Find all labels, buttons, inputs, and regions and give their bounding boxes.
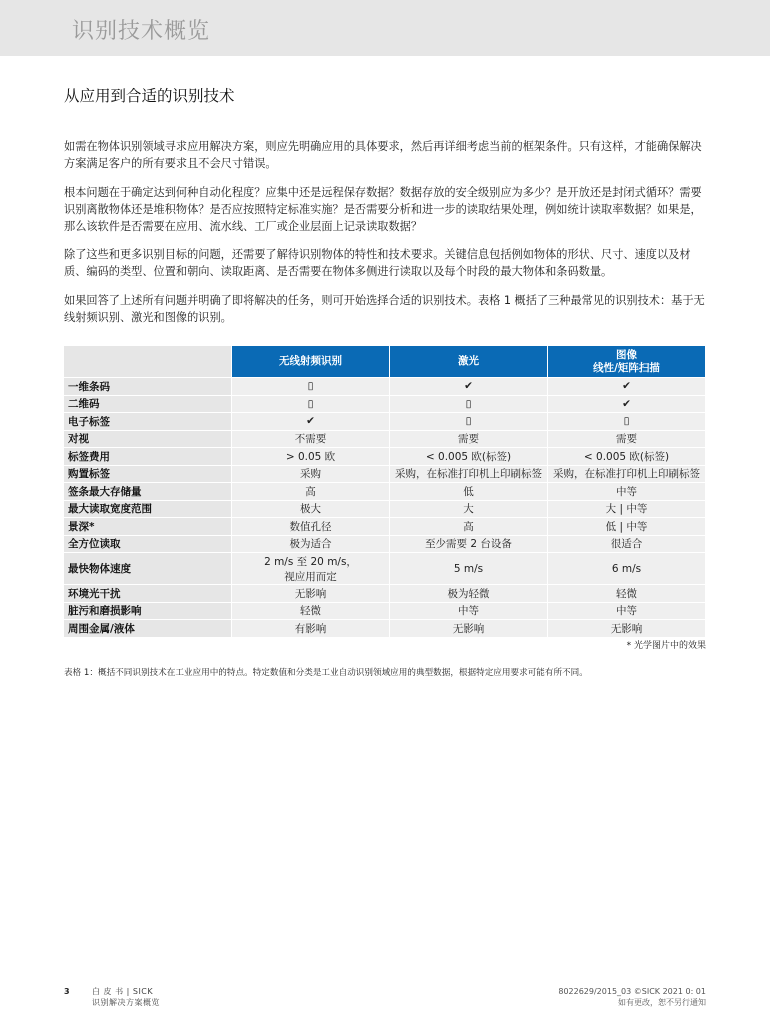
header-band xyxy=(0,0,770,56)
cell-image: 6 m/s xyxy=(548,553,706,585)
cell-image: ▯ xyxy=(548,413,706,431)
table-row xyxy=(64,518,706,536)
footer-doc-info xyxy=(92,986,160,1008)
row-label: 签条最大存储量 xyxy=(64,483,232,501)
header-image-line1: 图像 xyxy=(616,348,637,361)
cell-rfid: ✔ xyxy=(232,413,390,431)
row-label: 标签费用 xyxy=(64,448,232,466)
cell-rfid: 不需要 xyxy=(232,431,390,449)
footer-doc-line1: 白 皮 书 | SICK xyxy=(92,987,154,996)
cell-image: 需要 xyxy=(548,431,706,449)
cell-laser: ▯ xyxy=(390,413,548,431)
cell-rfid-line2: 视应用而定 xyxy=(284,570,337,583)
row-label: 景深* xyxy=(64,518,232,536)
cell-laser: 需要 xyxy=(390,431,548,449)
cell-laser: 5 m/s xyxy=(390,553,548,585)
table-row xyxy=(64,448,706,466)
cell-laser: 中等 xyxy=(390,603,548,621)
cell-rfid: 轻微 xyxy=(232,603,390,621)
row-label: 环境光干扰 xyxy=(64,585,232,603)
cell-image: 低 | 中等 xyxy=(548,518,706,536)
cell-rfid: 有影响 xyxy=(232,620,390,638)
footer-right-line1: 8022629/2015_03 ©SICK 2021 0: 01 xyxy=(558,987,706,996)
cell-rfid: 高 xyxy=(232,483,390,501)
table-row xyxy=(64,413,706,431)
table-corner-cell xyxy=(64,346,232,378)
cell-laser: < 0.005 欧(标签) xyxy=(390,448,548,466)
section-title: 从应用到合适的识别技术 xyxy=(64,87,235,105)
paragraph-2: 根本问题在于确定达到何种自动化程度？应集中还是远程保存数据？数据存放的安全级别应为多少？是开放还是封闭式循环？需要识别离散物体还是堆积物体？是否应按照特定标准实施？是否需要分析和进一步的读取结果处理，例如统计读取率数据？如果是，那么该软件是否需要在应用、流水线、工厂或企业层面上记录读取数据？ xyxy=(64,186,702,233)
cell-image: < 0.005 欧(标签) xyxy=(548,448,706,466)
cell-rfid: 无影响 xyxy=(232,585,390,603)
table-caption: 表格 1：概括不同识别技术在工业应用中的特点。特定数值和分类是工业自动识别领域应用的典型数据，根据特定应用要求可能有所不同。 xyxy=(64,668,588,678)
cell-rfid: 采购 xyxy=(232,466,390,484)
row-label: 二维码 xyxy=(64,396,232,414)
footer-right-line2: 如有更改，恕不另行通知 xyxy=(618,998,706,1007)
table-row xyxy=(64,431,706,449)
cell-laser: 无影响 xyxy=(390,620,548,638)
row-label: 电子标签 xyxy=(64,413,232,431)
header-rfid: 无线射频识别 xyxy=(232,346,390,378)
table-row xyxy=(64,553,706,585)
table-header-row xyxy=(64,346,706,378)
cell-rfid: ▯ xyxy=(232,396,390,414)
row-label: 一维条码 xyxy=(64,378,232,396)
table-footnote: * 光学图片中的效果 xyxy=(626,641,706,651)
row-label: 脏污和磨损影响 xyxy=(64,603,232,621)
cell-rfid: 极为适合 xyxy=(232,536,390,554)
cell-rfid: > 0.05 欧 xyxy=(232,448,390,466)
paragraph-1: 如需在物体识别领域寻求应用解决方案，则应先明确应用的具体要求，然后再详细考虑当前的框架条件。只有这样，才能确保解决方案满足客户的所有要求且不会尺寸错误。 xyxy=(64,140,702,170)
cell-image: 很适合 xyxy=(548,536,706,554)
row-label: 对视 xyxy=(64,431,232,449)
cell-rfid-line1: 2 m/s 至 20 m/s， xyxy=(264,555,357,568)
row-label: 周围金属/液体 xyxy=(64,620,232,638)
header-laser: 激光 xyxy=(390,346,548,378)
table-row xyxy=(64,585,706,603)
page-header-title: 识别技术概览 xyxy=(72,19,211,44)
cell-image: 大 | 中等 xyxy=(548,501,706,519)
table-row xyxy=(64,536,706,554)
cell-laser: 极为轻微 xyxy=(390,585,548,603)
table-row xyxy=(64,501,706,519)
row-label: 最快物体速度 xyxy=(64,553,232,585)
header-image-line2: 线性/矩阵扫描 xyxy=(593,361,660,374)
cell-rfid: 数值孔径 xyxy=(232,518,390,536)
cell-image: 无影响 xyxy=(548,620,706,638)
row-label: 最大读取宽度范围 xyxy=(64,501,232,519)
table-row xyxy=(64,466,706,484)
cell-laser: 低 xyxy=(390,483,548,501)
cell-laser: 大 xyxy=(390,501,548,519)
paragraph-4: 如果回答了上述所有问题并明确了即将解决的任务，则可开始选择合适的识别技术。表格 1 概括了三种最常见的识别技术：基于无线射频识别、激光和图像的识别。 xyxy=(64,294,705,324)
table-row xyxy=(64,378,706,396)
table-row xyxy=(64,483,706,501)
cell-laser: ▯ xyxy=(390,396,548,414)
cell-laser: ✔ xyxy=(390,378,548,396)
row-label: 全方位读取 xyxy=(64,536,232,554)
cell-image: 轻微 xyxy=(548,585,706,603)
row-label: 购置标签 xyxy=(64,466,232,484)
footer-doc-line2: 识别解决方案概览 xyxy=(92,998,160,1007)
cell-image: 中等 xyxy=(548,603,706,621)
header-image xyxy=(548,346,706,378)
table-row xyxy=(64,620,706,638)
cell-laser: 高 xyxy=(390,518,548,536)
cell-rfid: ▯ xyxy=(232,378,390,396)
table-row xyxy=(64,396,706,414)
cell-image: ✔ xyxy=(548,378,706,396)
cell-rfid: 极大 xyxy=(232,501,390,519)
cell-image: 中等 xyxy=(548,483,706,501)
cell-laser: 至少需要 2 台设备 xyxy=(390,536,548,554)
page-number: 3 xyxy=(64,987,70,996)
cell-image: 采购，在标准打印机上印刷标签 xyxy=(548,466,706,484)
cell-image: ✔ xyxy=(548,396,706,414)
paragraph-3: 除了这些和更多识别目标的问题，还需要了解待识别物体的特性和技术要求。关键信息包括例如物体的形状、尺寸、速度以及材质、编码的类型、位置和朝向、读取距离、是否需要在物体多侧进行读取以及每个时段的最大物体和条码数量。 xyxy=(64,248,691,278)
comparison-table xyxy=(64,346,706,638)
cell-laser: 采购，在标准打印机上印刷标签 xyxy=(390,466,548,484)
footer-right-info xyxy=(558,986,706,1008)
table-row xyxy=(64,603,706,621)
cell-rfid xyxy=(232,553,390,585)
